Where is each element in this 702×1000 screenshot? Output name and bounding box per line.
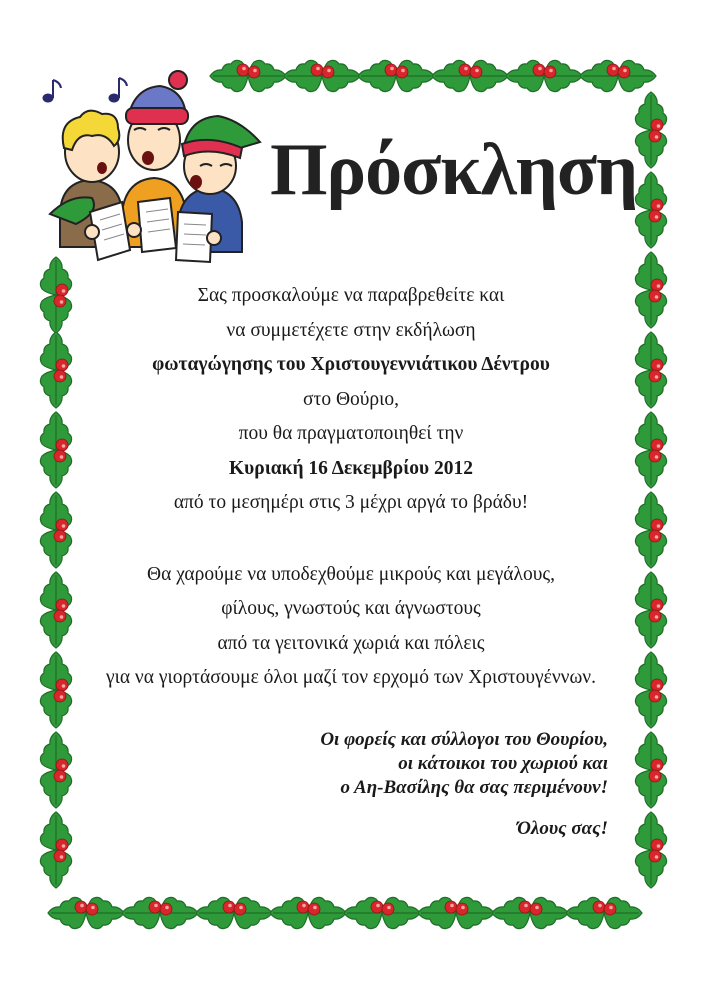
holly-sprig-icon (358, 60, 434, 91)
holly-sprig-icon (40, 572, 71, 648)
holly-sprig-icon (566, 897, 642, 928)
body-line: Κυριακή 16 Δεκεμβρίου 2012 (229, 457, 473, 479)
music-note-icon (43, 80, 61, 102)
holly-sprig-icon (432, 60, 508, 91)
holly-sprig-icon (635, 812, 666, 888)
body-line: φίλους, γνωστούς και άγνωστους (221, 598, 481, 619)
holly-sprig-icon (635, 652, 666, 728)
holly-sprig-icon (40, 652, 71, 728)
holly-sprig-icon (344, 897, 420, 928)
body-line: Σας προσκαλούμε να παραβρεθείτε και (197, 285, 505, 306)
body-line: Θα χαρούμε να υποδεχθούμε μικρούς και μεγάλους, (147, 563, 555, 585)
holly-sprig-icon (580, 60, 656, 91)
body-line: στο Θούριο, (302, 388, 400, 410)
body-line: για να γιορτάσουμε όλοι μαζί τον ερχομό των Χριστουγέννων. (105, 667, 597, 688)
holly-sprig-icon (40, 332, 71, 408)
body-line: από τα γειτονικά χωριά και πόλεις (217, 632, 485, 654)
holly-sprig-icon (492, 897, 568, 928)
body-line: να συμμετέχετε στην εκδήλωση (226, 319, 476, 341)
holly-sprig-icon (418, 897, 494, 928)
invitation-body (70, 279, 632, 696)
holly-sprig-icon (635, 492, 666, 568)
holly-sprig-icon (635, 252, 666, 328)
body-line: φωταγώγησης του Χριστουγεννιάτικου Δέντρου (152, 354, 550, 375)
paragraph-gap (70, 521, 632, 558)
signature-block (320, 728, 608, 800)
closing-line: Όλους σας! (517, 818, 608, 839)
signature-line: ο Αη-Βασίλης θα σας περιμένουν! (340, 777, 608, 798)
holly-sprig-icon (40, 812, 71, 888)
holly-sprig-icon (196, 897, 272, 928)
holly-sprig-icon (40, 412, 71, 488)
holly-sprig-icon (635, 572, 666, 648)
holly-sprig-icon (506, 60, 582, 91)
body-line: που θα πραγματοποιηθεί την (238, 423, 464, 444)
invitation-title: Πρόσκληση (270, 129, 638, 211)
signature-line: Οι φορείς και σύλλογοι του Θουρίου, (320, 729, 608, 750)
music-note-icon (109, 78, 127, 102)
signature-line: οι κάτοικοι του χωριού και (398, 753, 608, 774)
holly-sprig-icon (635, 412, 666, 488)
holly-sprig-icon (48, 897, 124, 928)
holly-sprig-icon (635, 332, 666, 408)
carol-singers-illustration (30, 62, 270, 272)
body-line: από το μεσημέρι στις 3 μέχρι αργά το βράδυ! (173, 492, 529, 513)
holly-sprig-icon (270, 897, 346, 928)
holly-sprig-icon (40, 732, 71, 808)
holly-sprig-icon (122, 897, 198, 928)
holly-sprig-icon (635, 732, 666, 808)
holly-sprig-icon (40, 492, 71, 568)
holly-sprig-icon (284, 60, 360, 91)
